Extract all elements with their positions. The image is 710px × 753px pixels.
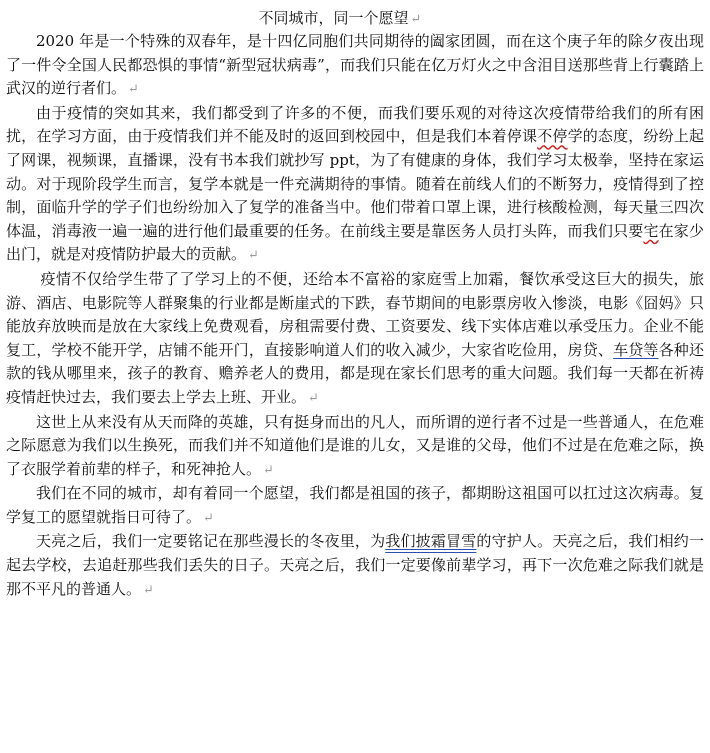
paragraph-3-text: 疫情不仅给学生带了了学习上的不便，还给本不富裕的家庭雪上加霜，餐饮承受这巨大的损失，旅游、酒店、电影院等人群聚集的行业都是断崖式的下跌，春节期间的电影票房收入惨淡，电影《囧妈》只能放弃放映而是放在大家线上免费观看，房租需要付费、工资要发、线下实体店难以承受压力。企业不能复工，学校不能开学，店铺不能开门，直接影响道人们的收入减少，大家省吃俭用，房贷、 <box>6 269 704 359</box>
paragraph-mark-icon: ↵ <box>308 390 319 406</box>
paragraph-2 <box>6 102 704 268</box>
spellcheck-flagged-text: 宅 <box>643 221 659 240</box>
paragraph-3 <box>6 268 704 411</box>
paragraph-5 <box>6 482 704 530</box>
spellcheck-flagged-text: 不停 <box>537 127 568 146</box>
paragraph-mark-icon: ↵ <box>203 510 214 526</box>
paragraph-mark-icon: ↵ <box>143 582 154 598</box>
paragraph-2-text: 学的态度，纷纷上起了网课，视频课，直播课，没有书本我们就抄写 ppt，为了有健康的身体，我们学习太极拳，坚持在家运动。对于现阶段学生而言，复学本就是一件充满期待的事情。随着在前线人们的不断努力，疫情得到了控制，面临升学的学子们也纷纷加入了复学的准备当中。他们带着口罩上课，进行核酸检测，每天量三四次体温，消毒液一遍一遍的进行他们最重要的任务。在前线主要是靠医务人员打头阵，而我们只要 <box>6 127 704 240</box>
paragraph-mark-icon: ↵ <box>263 462 274 478</box>
paragraph-6-text: 天亮之后，我们一定要铭记在那些漫长的冬夜里，为 <box>36 532 386 551</box>
paragraph-4 <box>6 411 704 483</box>
paragraph-4-text: 这世上从来没有从天而降的英雄，只有挺身而出的凡人，而所谓的逆行者不过是一些普通人，在危难之际愿意为我们以生换死，而我们并不知道他们是谁的儿女，又是谁的父母，他们不过是在危难之际，换了衣服学着前辈的样子，和死神抢人。 <box>6 412 704 478</box>
paragraph-mark-icon: ↵ <box>248 248 259 264</box>
grammar-flagged-text: 我们披霜冒雪 <box>385 532 477 551</box>
paragraph-5-text: 我们在不同的城市，却有着同一个愿望，我们都是祖国的孩子，都期盼这祖国可以扛过这次病毒。复学复工的愿望就指日可待了。 <box>6 484 704 526</box>
grammar-flagged-text: 车贷等 <box>613 340 659 359</box>
title-text: 不同城市，同一个愿望 <box>258 9 409 27</box>
document-title <box>6 6 704 30</box>
paragraph-2-text: 由于疫情的突如其来，我们都受到了许多的不便，而我们要乐观的对待这次疫情带给我们的所有困扰，在学习方面，由于疫情我们并不能及时的返回到校园中，但是我们本着停课 <box>6 103 704 146</box>
paragraph-6 <box>6 530 704 602</box>
paragraph-2-text: 在家少出门，就是对疫情防护最大的贡献。 <box>6 221 704 264</box>
paragraph-mark-icon: ↵ <box>410 12 422 27</box>
paragraph-3-text: 各种还款的钱从哪里来，孩子的教育、赡养老人的费用，都是现在家长们思考的重大问题。我们每一天都在祈祷疫情赶快过去，我们要去上学去上班、开业。 <box>6 340 704 406</box>
paragraph-6-text: 的守护人。天亮之后，我们相约一起去学校，去追赶那些我们丢失的日子。天亮之后，我们一定要像前辈学习，再下一次危难之际我们就是那不平凡的普通人。 <box>6 532 704 598</box>
paragraph-mark-icon: ↵ <box>128 82 139 98</box>
paragraph-1 <box>6 30 704 102</box>
paragraph-1-text: 2020 年是一个特殊的双春年，是十四亿同胞们共同期待的阖家团圆，而在这个庚子年的除夕夜出现了一件令全国人民都恐惧的事情“新型冠状病毒”，而我们只能在亿万灯火之中含泪目送那些背上行囊踏上武汉的逆行者们。 <box>6 32 704 98</box>
